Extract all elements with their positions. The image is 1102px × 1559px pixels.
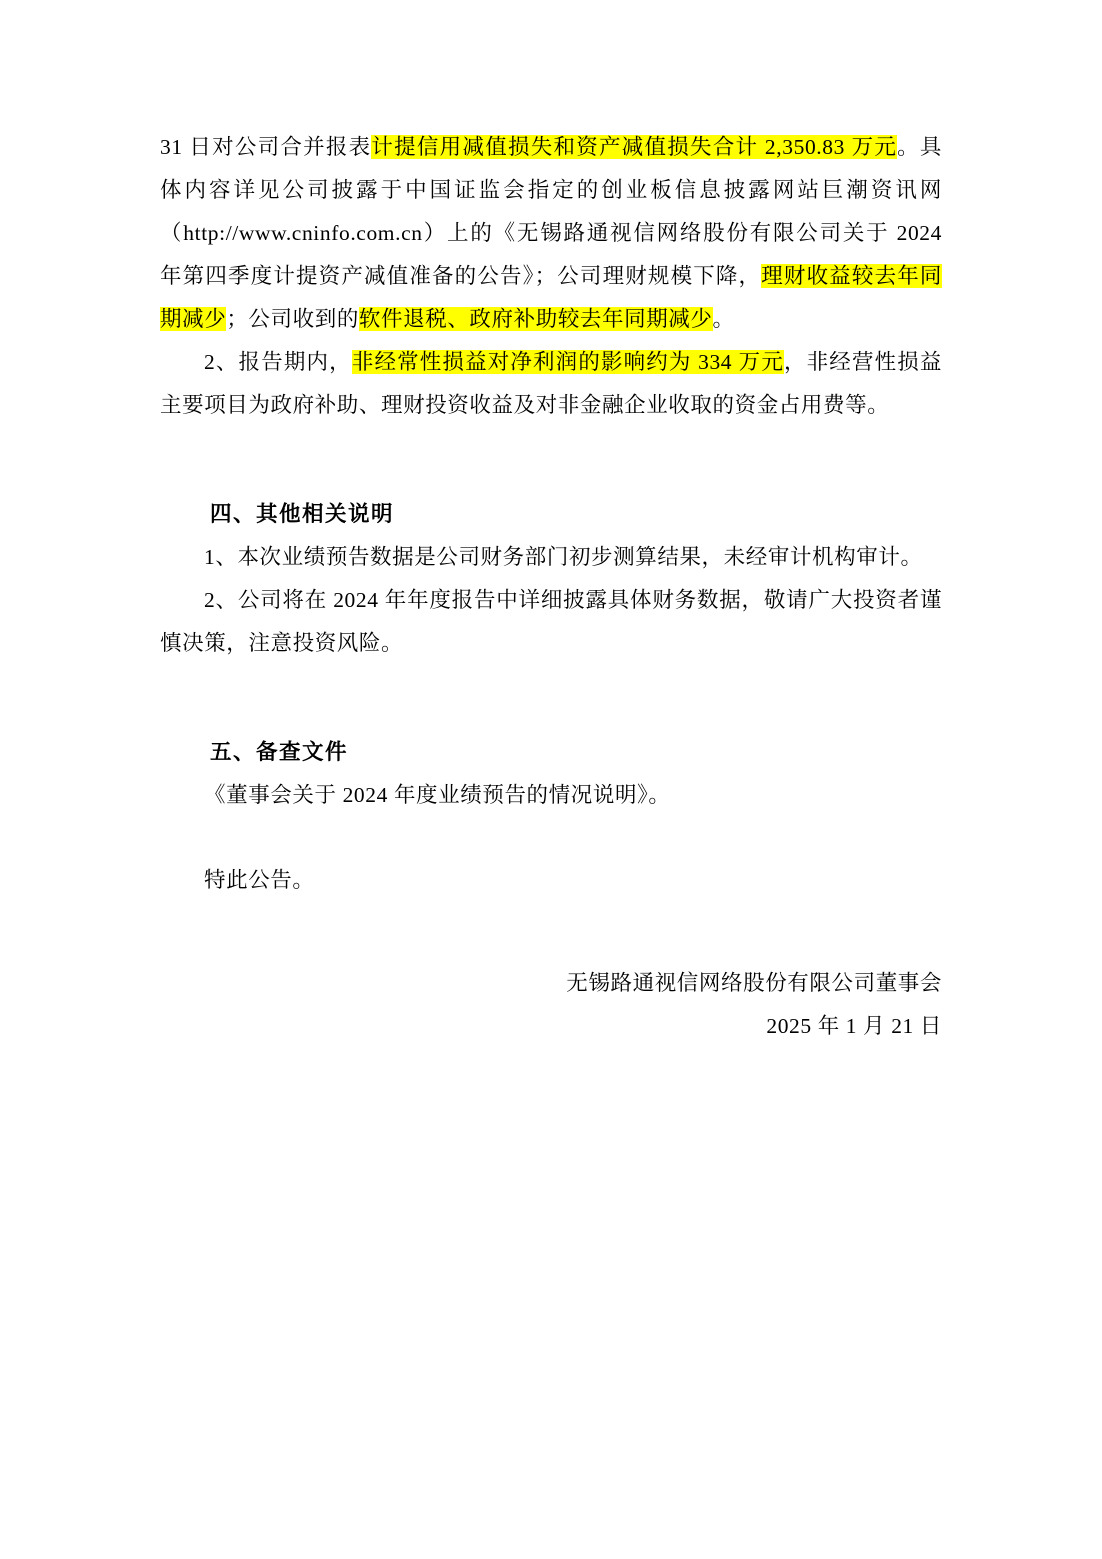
section-heading-four: 四、其他相关说明 [210,502,395,526]
signature-block [160,962,942,1048]
highlighted-text-impairment-amount: 计提信用减值损失和资产减值损失合计 2,350.83 万元 [371,135,898,159]
spacer [160,665,942,691]
closing-statement: 特此公告。 [204,868,315,892]
highlighted-text-tax-refund: 软件退税、政府补助较去年同期减少 [358,307,713,331]
text-run: ；公司收到的 [226,307,359,331]
section-four-item-1: 1、本次业绩预告数据是公司财务部门初步测算结果，未经审计机构审计。 [204,545,923,569]
highlighted-text-nonrecurring-amount: 非经常性损益对净利润的影响约为 334 万元 [351,350,784,374]
text-run: ，非经营性损益主要项目为政府补助、理财投资收益及对非金融企业收取的资金占用费等。 [160,350,943,417]
signature-company: 无锡路通视信网络股份有限公司董事会 [566,971,942,995]
section-heading-five: 五、备查文件 [210,740,349,764]
highlighted-text-wealth-income: 理财收益较去年同期减少 [160,264,942,331]
spacer [160,817,942,859]
document-body [160,126,942,1048]
text-run: 。 [712,307,735,331]
paragraph-impairment [160,126,942,341]
section-five-item-1: 《董事会关于 2024 年度业绩预告的情况说明》。 [204,783,671,807]
signature-date: 2025 年 1 月 21 日 [766,1014,942,1038]
text-run: 31 日对公司合并报表 [160,135,372,159]
spacer [160,427,942,453]
text-run: 。具体内容详见公司披露于中国证监会指定的创业板信息披露网站巨潮资讯网（http://www.cninfo.com.cn）上的《无锡路通视信网络股份有限公司关于 2024 年第四季度计提资产减值准备的公告》；公司理财规模下降， [160,135,942,288]
section-four-item-2: 2、公司将在 2024 年年度报告中详细披露具体财务数据，敬请广大投资者谨慎决策，注意投资风险。 [160,588,942,655]
text-run: 2、报告期内， [204,350,352,374]
paragraph-nonrecurring [160,341,942,427]
